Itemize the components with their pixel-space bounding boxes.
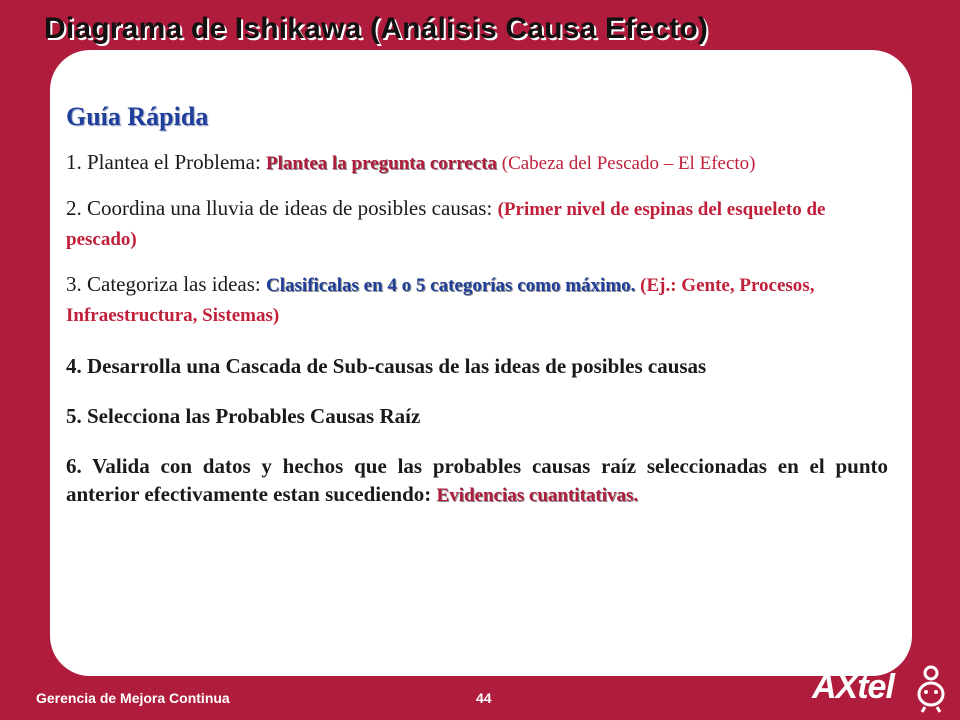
step-1-note: (Cabeza del Pescado – El Efecto) xyxy=(497,153,756,174)
footer-department: Gerencia de Mejora Continua xyxy=(36,690,230,706)
company-logo: AXtel xyxy=(812,668,894,706)
step-3 xyxy=(66,270,888,330)
step-1 xyxy=(66,148,888,178)
step-6-highlight: Evidencias cuantitativas. xyxy=(436,485,639,506)
step-6-lead: 6. Valida con datos y hechos que las probables causas raíz seleccionadas en el punto anterior efectivamente estan sucediendo: xyxy=(66,454,888,506)
step-5 xyxy=(66,402,888,430)
step-3-lead: 3. Categoriza las ideas: xyxy=(66,272,267,296)
guide-title: Guía Rápida xyxy=(66,102,209,131)
step-4-lead: 4. Desarrolla una Cascada de Sub-causas de las ideas de posibles causas xyxy=(66,354,707,378)
step-1-highlight: Plantea la pregunta correcta xyxy=(266,153,497,174)
step-2-lead: 2. Coordina una lluvia de ideas de posibles causas: xyxy=(66,196,498,220)
step-3-highlight: Clasificalas en 4 o 5 categorías como máximo. xyxy=(266,275,636,296)
step-2-note: (Primer nivel de espinas del esqueleto de pescado) xyxy=(66,199,826,250)
step-2 xyxy=(66,194,888,254)
content-card xyxy=(50,50,912,676)
step-3-note: (Ej.: Gente, Procesos, Infraestructura, Sistemas) xyxy=(66,275,815,326)
slide-title: Diagrama de Ishikawa (Análisis Causa Efecto) xyxy=(44,12,709,45)
logo-mascot-icon xyxy=(914,664,948,714)
step-4 xyxy=(66,352,888,380)
page-number: 44 xyxy=(476,690,492,706)
step-5-lead: 5. Selecciona las Probables Causas Raíz xyxy=(66,404,421,428)
step-6 xyxy=(66,452,888,510)
step-1-lead: 1. Plantea el Problema: xyxy=(66,150,267,174)
guide-content xyxy=(66,102,888,526)
